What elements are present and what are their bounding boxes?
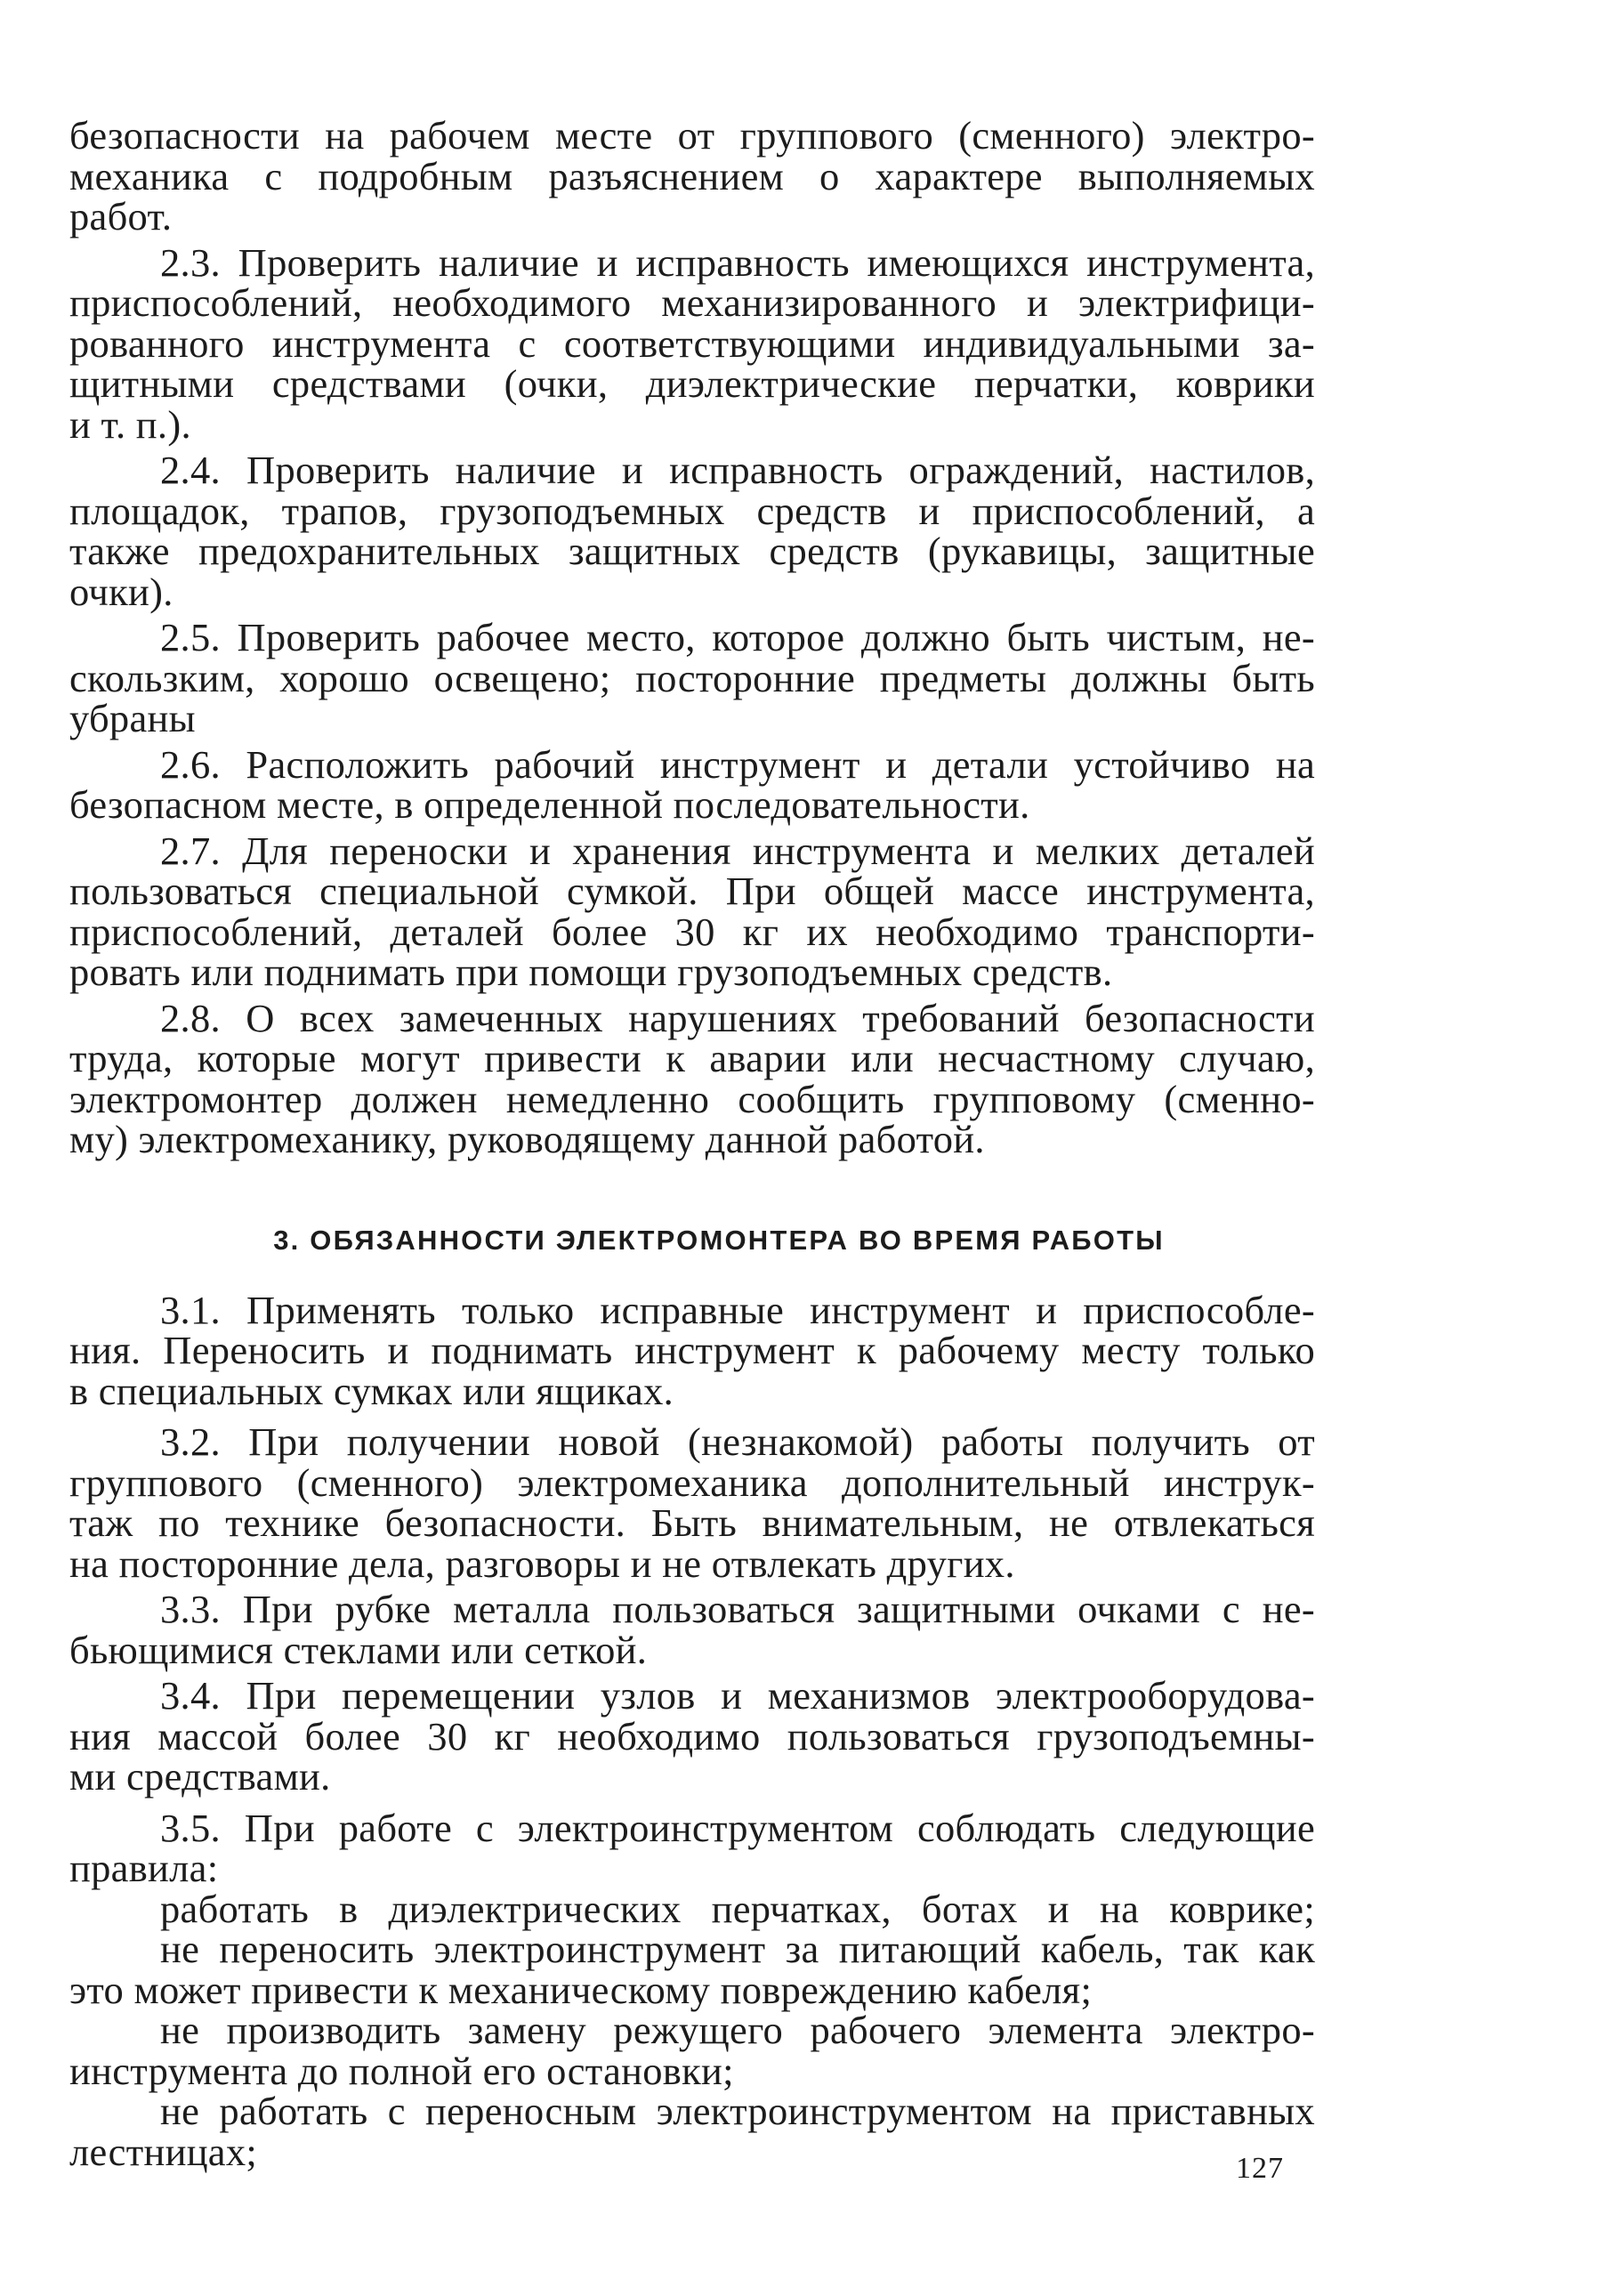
item-3-5 bbox=[69, 1805, 1315, 1890]
item-2-5 bbox=[69, 615, 1315, 740]
text-line: ния. Переносить и поднимать инструмент к рабочему месту только bbox=[69, 1328, 1315, 1372]
text-line: 2.6. Расположить рабочий инструмент и детали устойчиво на bbox=[160, 741, 1315, 787]
text-line: безопасности на рабочем месте от группового (сменного) электро- bbox=[69, 113, 1315, 158]
text-line: 2.5. Проверить рабочее место, которое должно быть чистым, не- bbox=[160, 615, 1315, 659]
text-line: приспособлений, необходимого механизированного и электрифици- bbox=[69, 280, 1315, 325]
text-line: 3.3. При рубке металла пользоваться защитными очками с не- bbox=[160, 1587, 1315, 1631]
text-line: ми средствами. bbox=[69, 1754, 331, 1799]
text-line: 3.5. При работе с электроинструментом соблюдать следующие bbox=[160, 1805, 1315, 1850]
item-2-6 bbox=[69, 741, 1315, 827]
text-line: это может привести к механическому повреждению кабеля; bbox=[69, 1967, 1093, 2012]
text-line: очки). bbox=[69, 569, 173, 614]
text-line: на посторонние дела, разговоры и не отвлекать других. bbox=[69, 1540, 1015, 1586]
text-line: лестницах; bbox=[69, 2129, 258, 2174]
page-body bbox=[69, 113, 1315, 2174]
text-line: пользоваться специальной сумкой. При общей массе инструмента, bbox=[69, 869, 1315, 913]
text-line: безопасном месте, в определенной последовательности. bbox=[69, 782, 1030, 827]
text-line: не производить замену режущего рабочего элемента электро- bbox=[160, 2008, 1315, 2052]
text-line: правила: bbox=[69, 1846, 219, 1890]
text-line: работ. bbox=[69, 194, 173, 238]
text-line: бьющимися стеклами или сеткой. bbox=[69, 1627, 648, 1672]
item-2-3 bbox=[69, 239, 1315, 447]
item-2-7 bbox=[69, 828, 1315, 994]
section2-continuation bbox=[69, 113, 1315, 238]
item-3-3 bbox=[69, 1589, 1315, 1670]
section-3-heading: 3. ОБЯЗАННОСТИ ЭЛЕКТРОМОНТЕРА ВО ВРЕМЯ РАБОТЫ bbox=[273, 1224, 1165, 1256]
text-line: не переносить электроинструмент за питающий кабель, так как bbox=[160, 1927, 1315, 1971]
text-line: 3.4. При перемещении узлов и механизмов электрооборудова- bbox=[160, 1673, 1315, 1718]
text-line: ровать или поднимать при помощи грузоподъемных средств. bbox=[69, 950, 1113, 994]
text-line: 2.3. Проверить наличие и исправность имеющихся инструмента, bbox=[160, 239, 1315, 285]
item-2-8 bbox=[69, 995, 1315, 1161]
text-line: 3.1. Применять только исправные инструмент и приспособле- bbox=[160, 1287, 1315, 1332]
text-line: также предохранительных защитных средств (рукавицы, защитные bbox=[69, 529, 1315, 573]
text-line: убраны bbox=[69, 696, 196, 740]
text-line: таж по технике безопасности. Быть внимательным, не отвлекаться bbox=[69, 1500, 1315, 1545]
item-3-2 bbox=[69, 1419, 1315, 1586]
text-line: в специальных сумках или ящиках. bbox=[69, 1368, 674, 1413]
text-line: скользким, хорошо освещено; посторонние предметы должны быть bbox=[69, 655, 1315, 700]
text-line: 2.8. О всех замеченных нарушениях требований безопасности bbox=[160, 995, 1315, 1040]
rule-dielectric-gloves bbox=[69, 1886, 1315, 1931]
text-line: не работать с переносным электроинструментом на приставных bbox=[160, 2089, 1315, 2133]
text-line: механика с подробным разъяснением о характере выполняемых bbox=[69, 153, 1315, 198]
item-3-1 bbox=[69, 1287, 1315, 1413]
text-line: рованного инструмента с соответствующими индивидуальными за- bbox=[69, 320, 1315, 366]
rule-ladders bbox=[69, 2091, 1315, 2172]
text-line: приспособлений, деталей более 30 кг их необходимо транспорти- bbox=[69, 909, 1315, 954]
text-line: 2.4. Проверить наличие и исправность ограждений, настилов, bbox=[160, 448, 1315, 492]
rule-cable-carry bbox=[69, 1929, 1315, 2010]
text-line: 2.7. Для переноски и хранения инструмента и мелких деталей bbox=[160, 828, 1315, 873]
text-line: площадок, трапов, грузоподъемных средств и приспособлений, а bbox=[69, 488, 1315, 533]
text-line: группового (сменного) электромеханика дополнительный инструк- bbox=[69, 1459, 1315, 1505]
text-line: ния массой более 30 кг необходимо пользоваться грузоподъемны- bbox=[69, 1713, 1315, 1758]
text-line: инструмента до полной его остановки; bbox=[69, 2048, 734, 2093]
text-line: му) электромеханику, руководящему данной работой. bbox=[69, 1117, 985, 1161]
rule-cutting-element bbox=[69, 2010, 1315, 2091]
text-line: труда, которые могут привести к аварии или несчастному случаю, bbox=[69, 1036, 1315, 1080]
text-line: щитными средствами (очки, диэлектрические перчатки, коврики bbox=[69, 361, 1315, 406]
item-3-4 bbox=[69, 1673, 1315, 1799]
page-number: 127 bbox=[1236, 2152, 1284, 2185]
text-line: и т. п.). bbox=[69, 401, 191, 447]
item-2-4 bbox=[69, 450, 1315, 612]
text-line: 3.2. При получении новой (незнакомой) работы получить от bbox=[160, 1419, 1315, 1464]
text-line: электромонтер должен немедленно сообщить групповому (сменно- bbox=[69, 1076, 1315, 1121]
text-line: работать в диэлектрических перчатках, ботах и на коврике; bbox=[160, 1886, 1315, 1931]
